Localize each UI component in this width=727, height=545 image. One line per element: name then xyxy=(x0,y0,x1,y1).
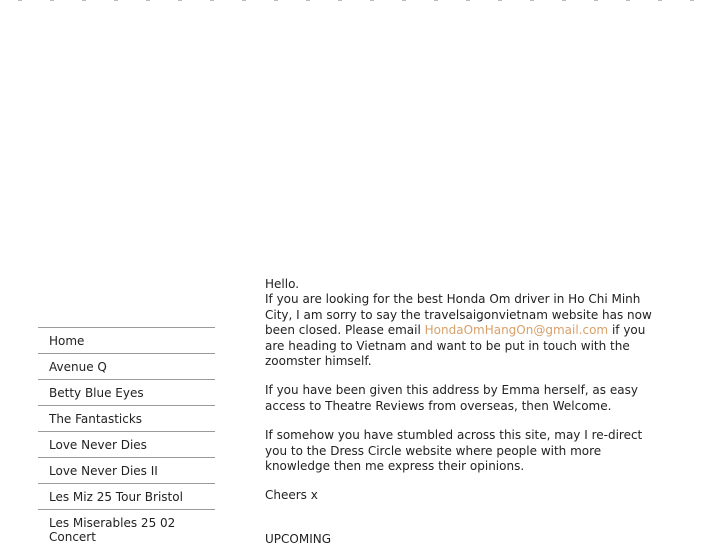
top-strip-mark xyxy=(82,0,86,1)
sidebar-item-les-miz-25-tour-bristol[interactable]: Les Miz 25 Tour Bristol xyxy=(38,484,215,510)
intro-text-continued: if you are heading to Vietnam and want to be put in touch with the zoomster himself. xyxy=(265,323,646,369)
top-strip-mark xyxy=(434,0,438,1)
top-strip-mark xyxy=(146,0,150,1)
sidebar-nav xyxy=(38,327,215,545)
top-strip-mark xyxy=(498,0,502,1)
sidebar-item-avenue-q[interactable]: Avenue Q xyxy=(38,354,215,380)
top-strip-mark xyxy=(18,0,22,1)
sidebar-item-the-fantasticks[interactable]: The Fantasticks xyxy=(38,406,215,432)
top-strip-mark xyxy=(594,0,598,1)
greeting-text: Hello. xyxy=(265,277,300,291)
top-strip-mark xyxy=(178,0,182,1)
sidebar-item-love-never-dies[interactable]: Love Never Dies xyxy=(38,432,215,458)
top-strip-mark xyxy=(658,0,662,1)
top-strip-mark xyxy=(210,0,214,1)
top-strip-mark xyxy=(690,0,694,1)
top-strip-mark xyxy=(274,0,278,1)
top-decorative-strip xyxy=(0,0,727,4)
top-strip-mark xyxy=(370,0,374,1)
top-strip-mark xyxy=(338,0,342,1)
sidebar-item-les-miserables-25-concert[interactable]: Les Miserables 25 02 Concert xyxy=(38,510,215,545)
top-strip-mark xyxy=(466,0,470,1)
signoff-text: Cheers x xyxy=(265,488,318,503)
top-strip-mark xyxy=(402,0,406,1)
top-strip-mark xyxy=(626,0,630,1)
sidebar-item-love-never-dies-ii[interactable]: Love Never Dies II xyxy=(38,458,215,484)
sidebar-item-betty-blue-eyes[interactable]: Betty Blue Eyes xyxy=(38,380,215,406)
upcoming-heading: UPCOMING xyxy=(265,531,332,545)
sidebar-item-home[interactable]: Home xyxy=(38,328,215,354)
top-strip-mark xyxy=(562,0,566,1)
intro-paragraph xyxy=(265,277,665,369)
email-link[interactable]: HondaOmHangOn@gmail.com xyxy=(424,323,609,338)
top-strip-mark xyxy=(50,0,54,1)
top-strip-mark xyxy=(114,0,118,1)
top-strip-mark xyxy=(242,0,246,1)
top-strip-mark xyxy=(306,0,310,1)
redirect-paragraph: If somehow you have stumbled across this site, may I re-direct you to the Dress Circle website where people with more knowledge then me express their opinions. xyxy=(265,428,643,474)
top-strip-mark xyxy=(530,0,534,1)
main-content xyxy=(265,277,665,545)
intro-text: If you are looking for the best Honda Om driver in Ho Chi Minh City, I am sorry to say the travelsaigonvietnam website has now been closed. Please email xyxy=(265,292,652,338)
welcome-paragraph: If you have been given this address by Emma herself, as easy access to Theatre Reviews from overseas, then Welcome. xyxy=(265,383,638,413)
